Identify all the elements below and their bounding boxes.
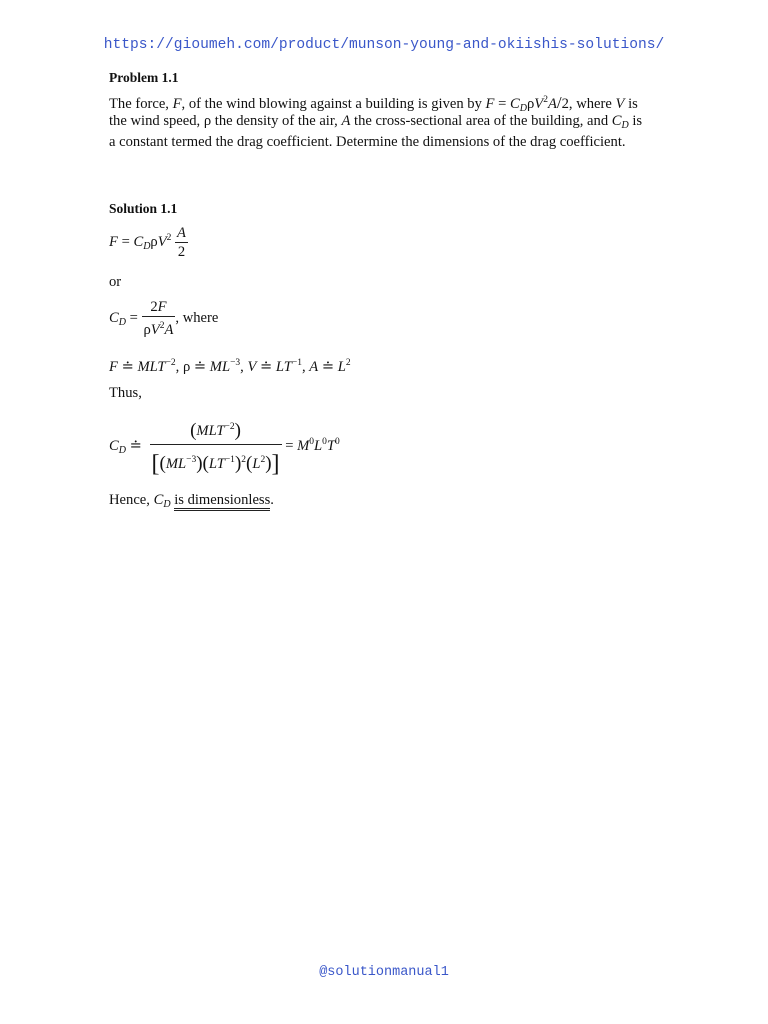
solution-title: Solution 1.1 xyxy=(109,201,178,216)
problem-title: Problem 1.1 xyxy=(109,70,179,85)
var-F: F xyxy=(172,96,182,112)
problem-text: , where xyxy=(568,96,616,112)
footer-handle: @solutionmanual1 xyxy=(319,965,449,980)
problem-text: The force, xyxy=(109,96,173,112)
problem-line-1: The force, F, of the wind blowing against a building is given by $F = C_D\rho V^2A/2$, where V is xyxy=(109,93,638,114)
equation-dimensional-analysis: $C_D$ ≐ $\frac{(MLT^{-2})}{[(ML^{-3})(LT^{-1})^2(L^2)]}$ = $M^0L^0T^0$ xyxy=(109,420,340,477)
equation-force: $F = C_D\rho V^2$ $\frac{A}{2}$ xyxy=(109,225,186,260)
problem-text: the cross-sectional area of the building, and xyxy=(350,113,612,129)
equation-cd: $C_D$ = $\frac{2F}{\rho V^2A}$ , where xyxy=(109,299,219,338)
problem-line-3: a constant termed the drag coefficient. Determine the dimensions of the drag coefficient. xyxy=(109,134,626,150)
period-text: . xyxy=(270,492,274,508)
var-A: A xyxy=(341,113,351,129)
hence-text: Hence, xyxy=(109,492,154,508)
inline-formula: F xyxy=(485,96,495,112)
problem-text: the wind speed, ρ the density of the air, xyxy=(109,113,342,129)
where-text: , where xyxy=(175,309,219,326)
or-text: or xyxy=(109,274,122,290)
equation-dimensions: F ≐ $MLT^{-2}$, ρ ≐ $ML^{-3}$, V ≐ $LT^{-1}$, A ≐ $L^2$ xyxy=(109,358,351,375)
problem-line-2: the wind speed, ρ the density of the air, A the cross-sectional area of the building, and $C_D$ is xyxy=(109,113,643,131)
problem-text: , of the wind blowing against a building is given by xyxy=(181,96,486,112)
thus-text: Thus, xyxy=(109,385,142,401)
problem-text: is xyxy=(624,96,638,112)
conclusion-line: Hence, $C_D$ is dimensionless. xyxy=(109,492,274,510)
var-V: V xyxy=(615,96,625,112)
dimensionless-result: is dimensionless xyxy=(174,492,270,511)
problem-text: is xyxy=(628,113,643,129)
source-url-link[interactable]: https://gioumeh.com/product/munson-young-and-okiishis-solutions/ xyxy=(103,37,665,53)
